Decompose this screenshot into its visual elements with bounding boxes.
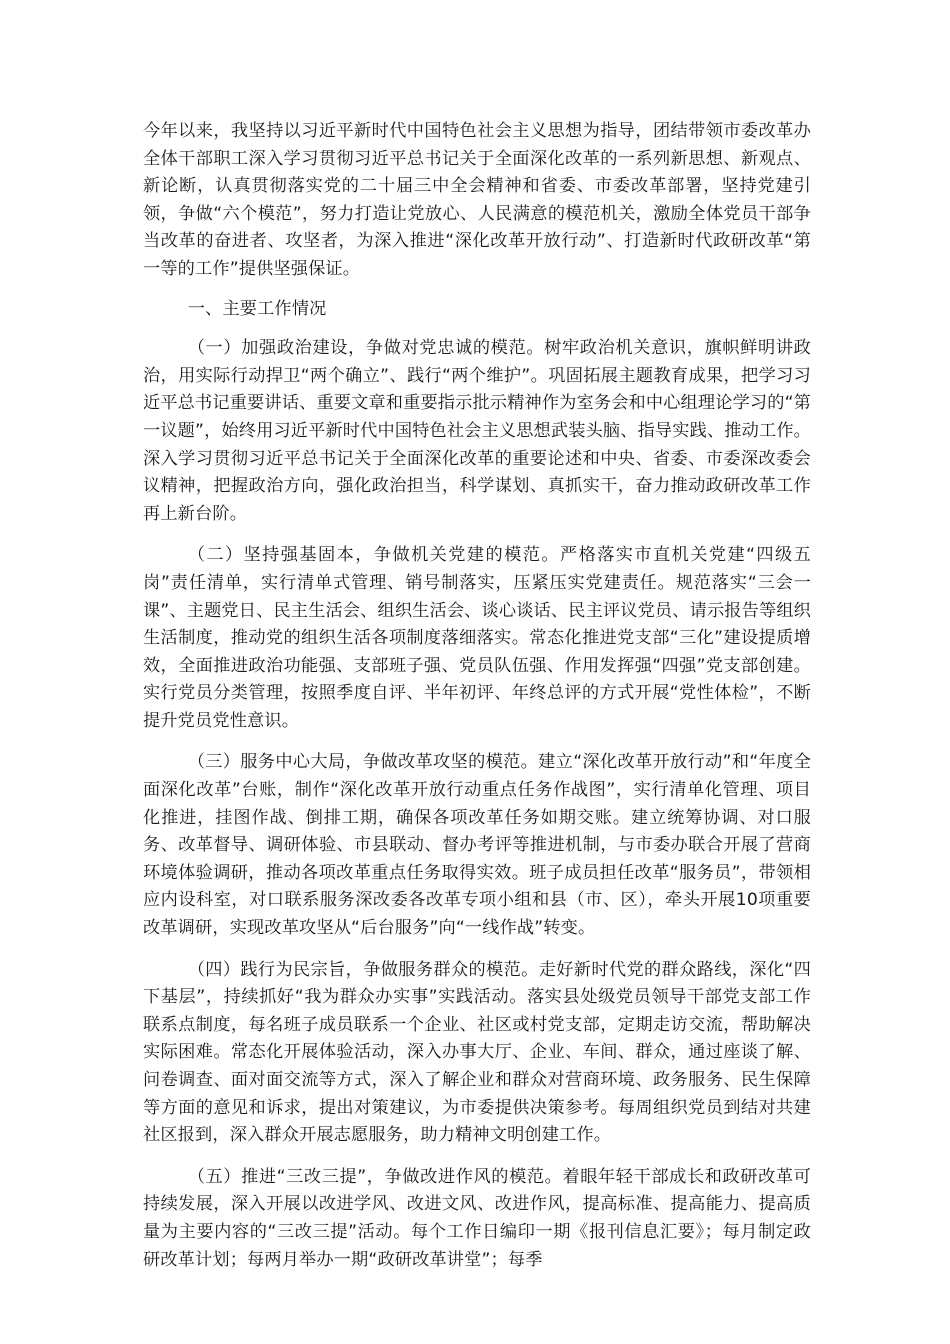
- paragraph-reform-tackling: （三）服务中心大局，争做改革攻坚的模范。建立“深化改革开放行动”和“年度全面深化改革”台账，制作“深化改革开放行动重点任务作战图”，实行清单化管理、项目化推进，挂图作战、倒排工期，确保各项改革任务如期交账。建立统筹协调、对口服务、改革督导、调研体验、市县联动、督办考评等推进机制，与市委办联合开展了营商环境体验调研，推动各项改革重点任务取得实效。班子成员担任改革“服务员”，带领相应内设科室，对口联系服务深改委各改革专项小组和县（市、区），牵头开展10项重要改革调研，实现改革攻坚从“后台服务”向“一线作战”转变。: [143, 752, 811, 939]
- document-page: [143, 118, 811, 1274]
- paragraph-serving-people: （四）践行为民宗旨，争做服务群众的模范。走好新时代党的群众路线，深化“四下基层”，持续抓好“我为群众办实事”实践活动。落实县处级党员领导干部党支部工作联系点制度，每名班子成员联系一个企业、社区或村党支部，定期走访交流，帮助解决实际困难。常态化开展体验活动，深入办事大厅、企业、车间、群众，通过座谈了解、问卷调查、面对面交流等方式，深入了解企业和群众对营商环境、政务服务、民生保障等方面的意见和诉求，提出对策建议，为市委提供决策参考。每周组织党员到结对共建社区报到，深入群众开展志愿服务，助力精神文明创建工作。: [143, 959, 811, 1146]
- paragraph-party-building: （二）坚持强基固本，争做机关党建的模范。严格落实市直机关党建“四级五岗”责任清单，实行清单式管理、销号制落实，压紧压实党建责任。规范落实“三会一课”、主题党日、民主生活会、组织生活会、谈心谈话、民主评议党员、请示报告等组织生活制度，推动党的组织生活各项制度落细落实。常态化推进党支部“三化”建设提质增效，全面推进政治功能强、支部班子强、党员队伍强、作用发挥强“四强”党支部创建。实行党员分类管理，按照季度自评、半年初评、年终总评的方式开展“党性体检”，不断提升党员党性意识。: [143, 545, 811, 731]
- intro-paragraph: 今年以来，我坚持以习近平新时代中国特色社会主义思想为指导，团结带领市委改革办全体干部职工深入学习贯彻习近平总书记关于全面深化改革的一系列新思想、新观点、新论断，认真贯彻落实党的二十届三中全会精神和省委、市委改革部署，坚持党建引领，争做“六个模范”，努力打造让党放心、人民满意的模范机关，激励全体党员干部争当改革的奋进者、攻坚者，为深入推进“深化改革开放行动”、打造新时代政研改革“第一等的工作”提供坚强保证。: [143, 121, 811, 279]
- paragraph-work-style: （五）推进“三改三提”，争做改进作风的模范。着眼年轻干部成长和政研改革可持续发展，深入开展以改进学风、改进文风、改进作风，提高标准、提高能力、提高质量为主要内容的“三改三提”活动。每个工作日编印一期《报刊信息汇要》；每月制定政研改革计划；每两月举办一期“政研改革讲堂”；每季: [143, 1166, 811, 1270]
- section-heading: 一、主要工作情况: [187, 298, 327, 319]
- paragraph-political-building: （一）加强政治建设，争做对党忠诚的模范。树牢政治机关意识，旗帜鲜明讲政治，用实际行动捍卫“两个确立”、践行“两个维护”。巩固拓展主题教育成果，把学习习近平总书记重要讲话、重要文章和重要指示批示精神作为室务会和中心组理论学习的“第一议题”，始终用习近平新时代中国特色社会主义思想武装头脑、指导实践、推动工作。深入学习贯彻习近平总书记关于全面深化改革的重要论述和中央、省委、市委深改委会议精神，把握政治方向，强化政治担当，科学谋划、真抓实干，奋力推动政研改革工作再上新台阶。: [143, 338, 811, 524]
